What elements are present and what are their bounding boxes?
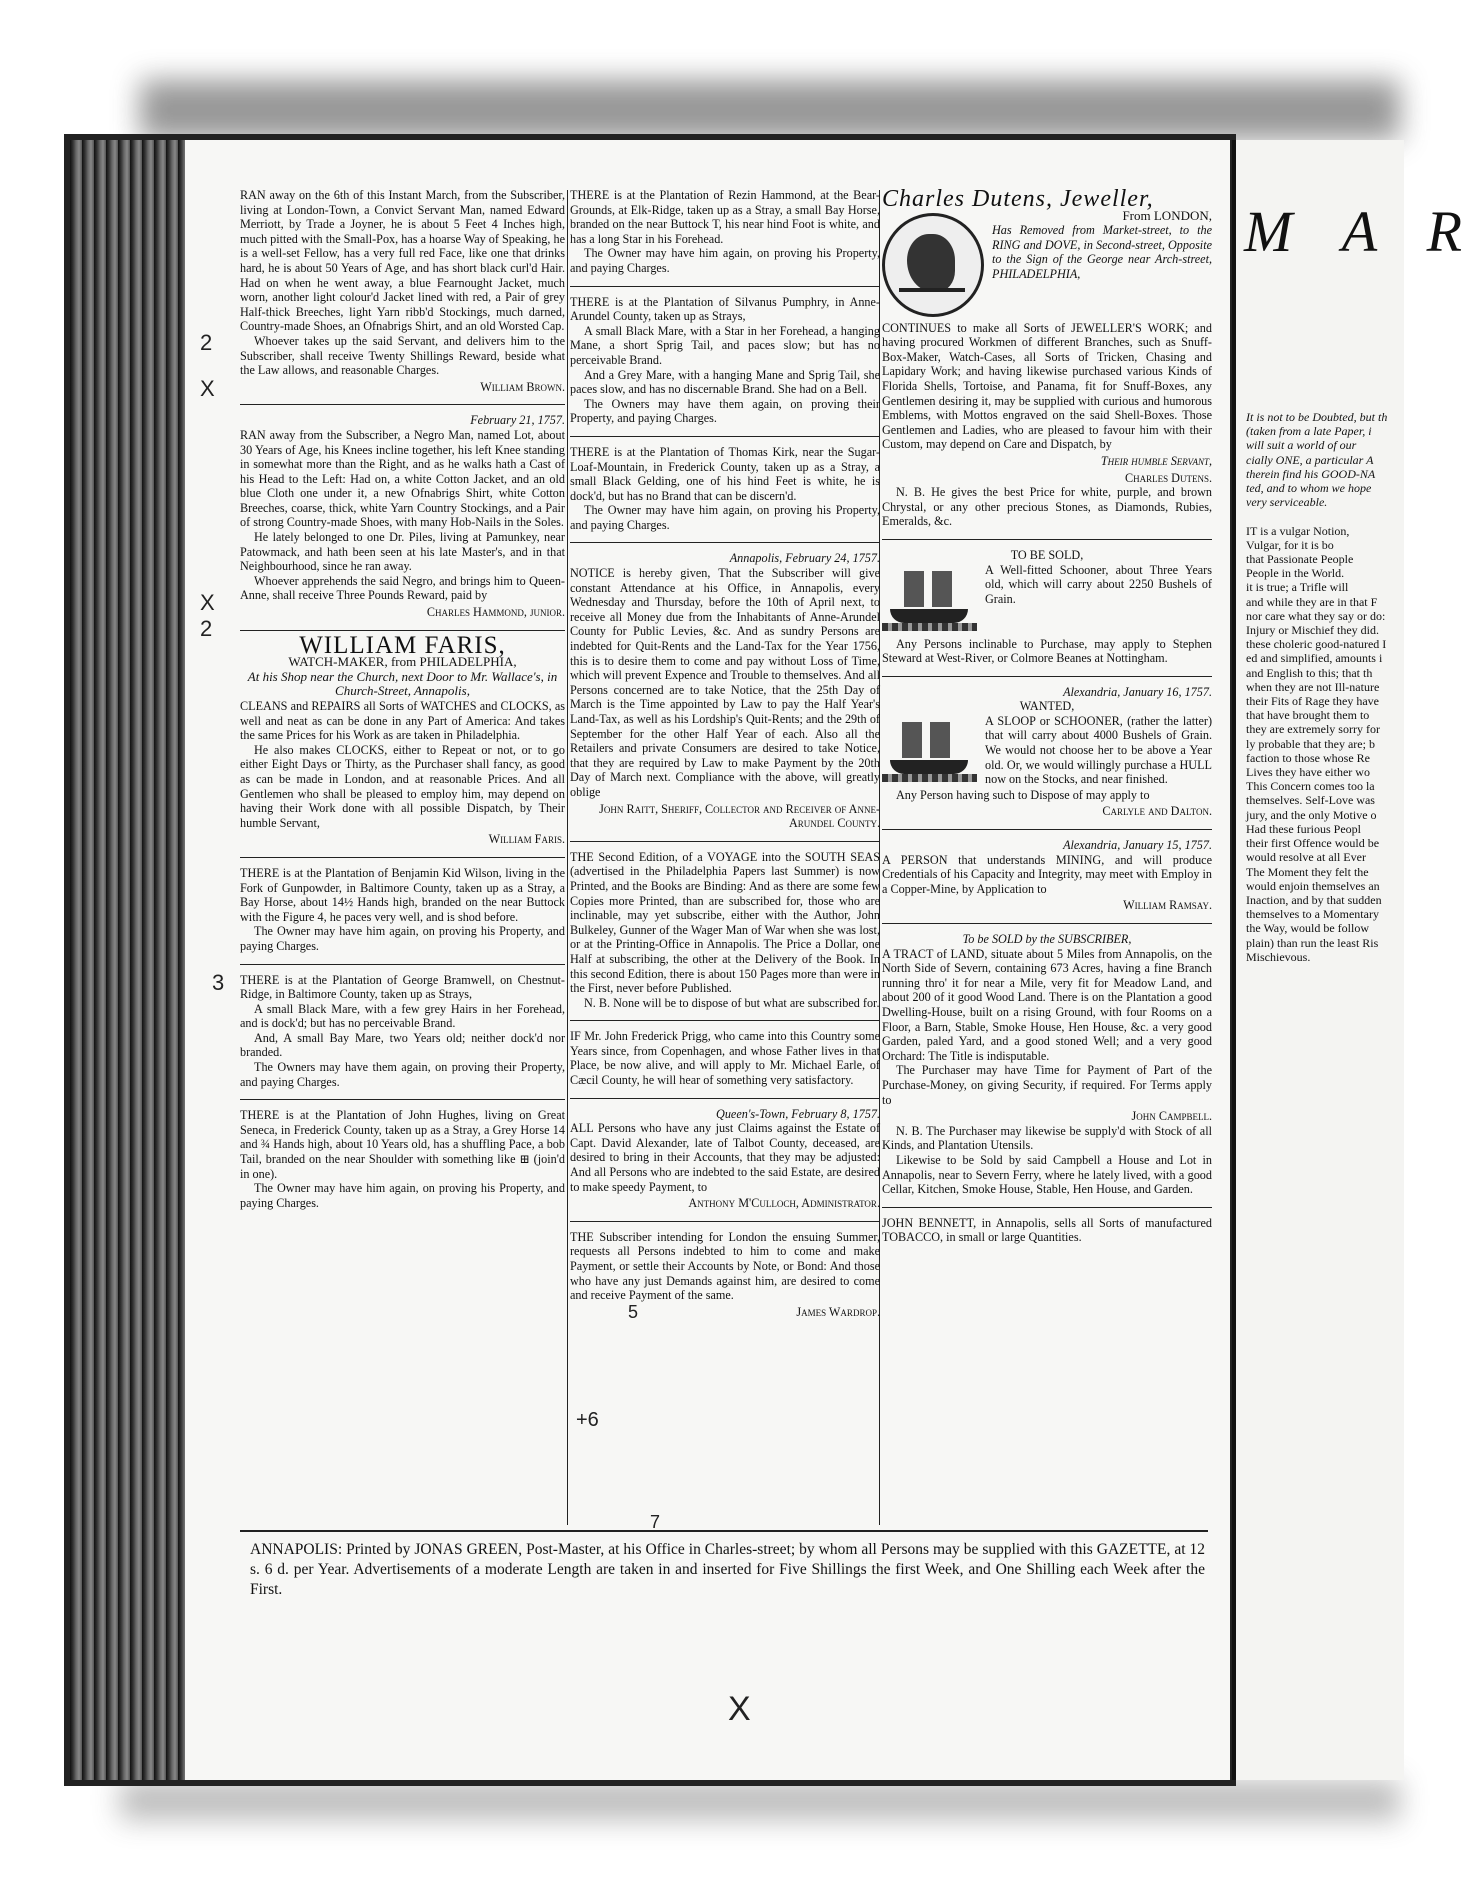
ad-text: The Owners may have them again, on proving their Property, and paying Charges. xyxy=(570,396,880,426)
facing-page-line: Injury or Mischief they did. xyxy=(1246,623,1379,638)
ad-signature: Charles Hammond, junior. xyxy=(426,605,565,620)
ad-stray-hammond xyxy=(570,188,880,276)
separator xyxy=(240,404,565,405)
ad-text: THERE is at the Plantation of George Bramwell, on Chestnut-Ridge, in Baltimore County, taken up as Strays, xyxy=(240,972,565,1002)
ad-stray-bramwell xyxy=(240,973,565,1090)
ad-text: Likewise to be Sold by said Campbell a House and Lot in Annapolis, near to Severn Ferry, where he lately lived, with a good Cellar, Kitchen, Smoke House, Stable, Hen House, and Garden. xyxy=(882,1152,1212,1197)
ad-signature: Anthony M'Culloch, Administrator. xyxy=(688,1196,880,1211)
handwritten-mark: 7 xyxy=(650,1512,661,1532)
ad-signature: Charles Dutens. xyxy=(1124,470,1212,485)
separator xyxy=(570,1098,880,1099)
ad-subtitle: From LONDON, xyxy=(1122,207,1212,223)
ad-text: The Purchaser may have Time for Payment of Part of the Purchase-Money, on giving Security, if required. For Terms apply to xyxy=(882,1063,1212,1107)
ad-signature: John Campbell. xyxy=(1131,1109,1212,1124)
ad-alexander-estate xyxy=(570,1107,880,1211)
scan-shadow-top xyxy=(140,80,1400,140)
handwritten-mark: 2 xyxy=(200,330,213,355)
facing-page-line: would resolve at all Ever xyxy=(1246,850,1366,865)
ad-text: THERE is at the Plantation of John Hughes, living on Great Seneca, in Frederick County, taken up as a Stray, a Grey Horse 14 and ¾ Hands high, about 10 Years old, has a shuffling Pace, a bob Tail, branded on the near Shoulder with something like ⊞ (join'd in one). xyxy=(240,1108,565,1181)
handwritten-mark: X xyxy=(728,1690,751,1728)
ad-title: WANTED, xyxy=(1019,699,1075,714)
ad-text: He lately belonged to one Dr. Piles, living at Pamunkey, near Patowmack, and hath been seen at his late Master's, and in that Neighbourhood, since he ran away. xyxy=(240,530,565,574)
ad-prigg xyxy=(570,1029,880,1087)
facing-page-line: that have brought them to xyxy=(1246,708,1370,723)
facing-page-line: plain) than run the least Ris xyxy=(1246,935,1379,950)
facing-page-line: faction to those whose Re xyxy=(1246,750,1370,765)
separator xyxy=(570,1020,880,1021)
ad-title: TO BE SOLD, xyxy=(1010,547,1084,562)
ring-and-dove-emblem-icon xyxy=(882,213,984,317)
ad-text: THERE is at the Plantation of Thomas Kirk, near the Sugar-Loaf-Mountain, in Frederick County, taken up as a Stray, a small Black Gelding, one of his hind Feet is white, he is dock'd, but has no Brand that can be discern'd. xyxy=(570,444,880,503)
facing-page-line: that Passionate People xyxy=(1246,552,1354,567)
ad-text: The Owner may have him again, on proving his Property, and paying Charges. xyxy=(240,924,565,953)
facing-page-line: it is true; a Trifle will xyxy=(1246,580,1349,595)
facing-page-line: themselves to a Momentary xyxy=(1246,907,1379,922)
ad-title: Charles Dutens, Jeweller, xyxy=(882,186,1154,212)
ad-tract-of-land xyxy=(882,932,1212,1197)
ad-title: To be SOLD by the SUBSCRIBER, xyxy=(962,932,1132,947)
ad-text: N. B. He gives the best Price for white, purple, and brown Chrystal, or any other precious Stones, as Diamonds, Rubies, Emeralds, &c. xyxy=(882,485,1212,529)
facing-page-line: nor care what they say or do: xyxy=(1246,608,1386,623)
handwritten-mark: +6 xyxy=(576,1409,599,1431)
facing-page-line: would enjoin themselves an xyxy=(1246,878,1380,893)
ad-text: JOHN BENNETT, in Annapolis, sells all Sorts of manufactured TOBACCO, in small or large Quantities. xyxy=(882,1215,1212,1245)
ship-woodcut-icon xyxy=(882,565,977,635)
separator xyxy=(882,1207,1212,1208)
facing-page-line: they are extremely sorry for xyxy=(1246,722,1380,737)
ad-text: The Owners may have them again, on proving their Property, and paying Charges. xyxy=(240,1060,565,1089)
ad-text: THERE is at the Plantation of Silvanus Pumphry, in Anne-Arundel County, taken up as Strays, xyxy=(570,294,880,324)
ad-text: N. B. The Purchaser may likewise be supply'd with Stock of all Kinds, and Plantation Utensils. xyxy=(882,1123,1212,1153)
column-3 xyxy=(882,188,1212,1255)
ad-text: ALL Persons who have any just Claims against the Estate of Capt. David Alexander, late of Talbot County, deceased, are desired to bring in their Accounts, that they may be adjusted: And all Persons who are indebted to the said Estate, are desired to make speedy Payment, to xyxy=(570,1121,880,1194)
ad-text: A PERSON that understands MINING, and will produce Credentials of his Capacity and Integrity, may meet with Employ in a Copper-Mine, by Application to xyxy=(882,852,1212,896)
separator xyxy=(570,1221,880,1222)
separator xyxy=(882,829,1212,830)
facing-page-line: when they are not Ill-nature xyxy=(1246,679,1380,694)
binding-gutter xyxy=(70,140,185,1780)
facing-page-line: very serviceable. xyxy=(1246,495,1328,510)
ad-wardrop xyxy=(570,1230,880,1320)
ad-voyage-south-seas xyxy=(570,850,880,1011)
facing-page-line: these choleric good-natured I xyxy=(1246,637,1387,652)
ad-subtitle: At his Shop near the Church, next Door to Mr. Wallace's, in Church-Street, Annapolis, xyxy=(247,668,558,699)
ad-text: CONTINUES to make all Sorts of JEWELLER'S WORK; and having procured Workmen of different Branches, such as Snuff-Box-Maker, Watch-Cases, all Sorts of Tricken, Chasing and Lapidary Work; and having likewise purchased various Kinds of Florida Shells, Tortoise, and Panama, fit for Snuff-Boxes, any Gentlemen desiring it, may be supplied with curious and humorous Emblems, with Mottos engraved on the said Shell-Boxes. Those Gentlemen and Ladies, who are pleased to favour him with their Custom, may depend on Care and Dispatch, by xyxy=(882,320,1212,452)
ad-text: RAN away on the 6th of this Instant March, from the Subscriber, living at London-Town, a Convict Servant Man, named Edward Merriott, by Trade a Joyner, he is about 5 Feet 4 Inches high, much pitted with the Small-Pox, has a hoarse Way of Speaking, he is a well-set Fellow, has a very full red Face, like one that drinks hard, he is about 50 Years of Age, and has short black curl'd Hair. Had on when he went away, a blue Fearnought Jacket, much worn, another light colour'd Jacket lined with red, a Pair of grey Half-thick Breeches, light Yarn ribb'd Stockings, much darned, Country-made Shoes, an Ofnabrigs Shirt, and an old Worsted Cap. xyxy=(240,188,565,334)
ad-charles-dutens xyxy=(882,186,1212,529)
ad-date: Alexandria, January 15, 1757. xyxy=(1063,838,1212,853)
ad-text: THERE is at the Plantation of Rezin Hammond, at the Bear-Grounds, at Elk-Ridge, taken up as a Stray, a small Bay Horse, branded on the near Buttock T, his near hind Foot is white, and has a long Star in his Forehead. xyxy=(570,188,880,246)
facing-page-line: therein find his GOOD-NA xyxy=(1246,466,1376,481)
ad-runaway-merriott xyxy=(240,188,565,394)
facing-page-line: Lives they have either wo xyxy=(1246,765,1370,780)
facing-page-line: Vulgar, for it is bo xyxy=(1246,537,1334,552)
ad-text: THERE is at the Plantation of Benjamin Kid Wilson, living in the Fork of Gunpowder, in Baltimore County, taken up as a Stray, a Bay Horse, about 14½ Hands high, branded on the near Buttock with the Figure 4, he paces very well, and is shod before. xyxy=(240,865,565,924)
ad-signature: William Faris. xyxy=(488,832,565,847)
ad-subtitle: WATCH-MAKER, from PHILADELPHIA, xyxy=(288,654,517,670)
ad-text: A small Black Mare, with a few grey Hairs in her Forehead, and is dock'd; but has no perceivable Brand. xyxy=(240,1001,565,1031)
handwritten-mark: 5 xyxy=(628,1302,639,1322)
ad-text: A small Black Mare, with a Star in her Forehead, a hanging Mane, a short Sprig Tail, and paces slow; but has no perceivable Brand. xyxy=(570,323,880,367)
separator xyxy=(240,964,565,965)
separator xyxy=(240,630,565,631)
ad-text: A Well-fitted Schooner, about Three Years old, which will carry about 2250 Bushels of Grain. xyxy=(985,562,1212,606)
column-1 xyxy=(240,188,565,1220)
facing-page-column xyxy=(1246,410,1446,964)
facing-page-line: their Fits of Rage they have xyxy=(1246,694,1379,709)
separator xyxy=(240,1099,565,1100)
ad-text: The Owner may have him again, on proving his Property, and paying Charges. xyxy=(570,246,880,275)
column-rule-1 xyxy=(567,190,568,1525)
ad-text: N. B. None will be to dispose of but what are subscribed for. xyxy=(584,995,880,1010)
facing-page-line: Had these furious Peopl xyxy=(1246,821,1361,836)
ad-text: And, A small Bay Mare, two Years old; neither dock'd nor branded. xyxy=(240,1030,565,1060)
ad-text: A SLOOP or SCHOONER, (rather the latter) that will carry about 4000 Bushels of Grain. We would not choose her to be above a Year old. Or, we would willingly purchase a HULL now on the Stocks, and near finished. xyxy=(985,713,1212,787)
facing-page-line: This Concern comes too la xyxy=(1246,779,1375,794)
ad-text: Any Persons inclinable to Purchase, may apply to Stephen Steward at West-River, or Colmore Beanes at Nottingham. xyxy=(882,636,1212,666)
scan-shadow-bottom xyxy=(120,1780,1400,1820)
ad-text: The Owner may have him again, on proving his Property, and paying Charges. xyxy=(570,503,880,532)
handwritten-mark: X xyxy=(200,376,215,401)
ad-text: IF Mr. John Frederick Prigg, who came into this Country some Years since, from Copenhagen, and whose Father lives in that Place, be now alive, and will apply to Mr. Michael Earle, of Cæcil County, he will hear of something very satisfactory. xyxy=(570,1029,880,1088)
ad-stray-wilson xyxy=(240,866,565,954)
separator xyxy=(570,436,880,437)
ad-stray-pumphry xyxy=(570,295,880,426)
handwritten-mark: 2 xyxy=(200,616,213,641)
ad-text: Any Person having such to Dispose of may apply to xyxy=(896,787,1150,802)
separator xyxy=(882,539,1212,540)
ad-closing: Their humble Servant, xyxy=(1100,453,1212,468)
facing-page-line: Mischievous. xyxy=(1246,949,1311,964)
ad-sloop-wanted xyxy=(882,685,1212,819)
ad-text: THE Second Edition, of a VOYAGE into the SOUTH SEAS (advertised in the Philadelphia Papers last Summer) is now Printed, and the Books are Binding: And as there are some few Copies more Printed, than are subscribed for, those who are inclinable, may yet subscribe, either with the Author, John Bulkeley, Gunner of the Wager Man of War when she was lost, or at the Printing-Office in Annapolis. The Price a Dollar, one Half at subscribing, the other at the Delivery of the Book. In this second Edition, there is about 150 Pages more than were in the First, never before Published. xyxy=(570,849,880,996)
separator xyxy=(882,676,1212,677)
ad-john-bennett xyxy=(882,1216,1212,1245)
facing-page-line: jury, and the only Motive o xyxy=(1246,807,1377,822)
ad-text: He also makes CLOCKS, either to Repeat or not, or to go either Eight Days or Thirty, as the Purchaser shall fancy, as good as can be made in London, and at reasonable Prices. And all Gentlemen who shall be pleased to employ him, may depend on having their Work done with all possible Dispatch, by Their humble Servant, xyxy=(240,742,565,830)
ad-text: NOTICE is hereby given, That the Subscriber will give constant Attendance at his Office, in Annapolis, every Wednesday and Thursday, before the 10th of April next, to receive all Money due from the Inhabitants of Anne-Arundel County for Public Levies, &c. And as sundry Persons are indebted for Quit-Rents and the Land-Tax for the Year 1756, this is to desire them to come and pay without Loss of Time, which will prevent Expence and Trouble to themselves. And all Persons concerned are to take Notice, that the 25th Day of March is the Time appointed by Law to pay the Half Year's Land-Tax, as well as his Lordship's Quit-Rents; and the 29th of September for the other Half Year of each. Also all the Retailers and private Consumers are desired to take Notice, that they are required by Law to make Payment by the 20th Day of March next. Compliance with the above, will greatly oblige xyxy=(570,566,880,799)
ad-stray-hughes xyxy=(240,1108,565,1210)
ad-signature: William Ramsay. xyxy=(1123,898,1212,913)
ad-text: And a Grey Mare, with a hanging Mane and Sprig Tail, she paces slow, and has no discernable Brand. She had on a Bell. xyxy=(570,367,880,397)
facing-page xyxy=(1232,140,1480,1780)
ad-signature: William Brown. xyxy=(480,379,565,394)
facing-page-line: the Way, would be follow xyxy=(1246,921,1370,936)
facing-page-line: Inaction, and by that sudden xyxy=(1246,892,1382,907)
column-2 xyxy=(570,188,880,1329)
separator xyxy=(570,286,880,287)
facing-page-line: themselves. Self-Love was xyxy=(1246,793,1375,808)
ad-text: CLEANS and REPAIRS all Sorts of WATCHES and CLOCKS, as well and neat as can be done in any Part of America: And takes the same Prices for his Work as are taken in Philadelphia. xyxy=(240,699,565,743)
ad-schooner-for-sale xyxy=(882,548,1212,666)
facing-page-line: IT is a vulgar Notion, xyxy=(1246,523,1350,538)
ad-text: Has Removed from Market-street, to the RING and DOVE, in Second-street, Opposite to the Sign of the George near Arch-street, PHILADELPHIA, xyxy=(992,223,1212,281)
facing-page-line: The Moment they felt the xyxy=(1246,864,1369,879)
ad-date: Queen's-Town, February 8, 1757. xyxy=(716,1106,880,1121)
facing-page-line: ed and simplified, amounts i xyxy=(1246,651,1383,666)
footer-rule xyxy=(240,1530,1208,1532)
ad-stray-kirk xyxy=(570,445,880,533)
printer-imprint: ANNAPOLIS: Printed by JONAS GREEN, Post-Master, at his Office in Charles-street; by whom all Persons may be supplied with this GAZETTE, at 12 s. 6 d. per Year. Advertisements of a moderate Length are taken in and inserted for Five Shillings the first Week, and One Shilling each Week after the First. xyxy=(250,1541,1205,1598)
facing-page-line: and English to this; that th xyxy=(1246,665,1373,680)
ad-title: WILLIAM FARIS, xyxy=(299,631,506,659)
facing-page-line: ly probable that they are; b xyxy=(1246,736,1375,751)
facing-page-line: cially ONE, a particular A xyxy=(1246,452,1374,467)
handwritten-mark: X xyxy=(200,590,215,615)
ad-text: The Owner may have him again, on proving his Property, and paying Charges. xyxy=(240,1181,565,1210)
ad-signature: John Raitt, Sheriff, Collector and Receiver of Anne-Arundel County. xyxy=(599,801,880,831)
facing-page-line: their first Offence would be xyxy=(1246,836,1380,851)
ad-signature: Carlyle and Dalton. xyxy=(1102,804,1212,819)
ad-date: Annapolis, February 24, 1757. xyxy=(729,551,880,566)
facing-page-title: M A R xyxy=(1244,199,1480,264)
ad-date: February 21, 1757. xyxy=(470,413,565,428)
facing-page-line: will suit a world of our xyxy=(1246,438,1357,453)
facing-page-line: (taken from a late Paper, i xyxy=(1246,424,1372,439)
ad-runaway-lot xyxy=(240,413,565,619)
ad-text: Whoever apprehends the said Negro, and brings him to Queen-Anne, shall receive Three Pounds Reward, paid by xyxy=(240,573,565,603)
ad-text: Whoever takes up the said Servant, and delivers him to the Subscriber, shall receive Twenty Shillings Reward, beside what the Law allows, and reasonable Charges. xyxy=(240,333,565,378)
facing-page-line: It is not to be Doubted, but th xyxy=(1246,410,1388,424)
facing-page-line: and while they are in that F xyxy=(1246,594,1378,609)
ad-signature: James Wardrop. xyxy=(796,1304,880,1319)
ship-woodcut-icon xyxy=(882,716,977,786)
ad-date: Alexandria, January 16, 1757. xyxy=(1063,684,1212,699)
handwritten-mark: 3 xyxy=(212,970,225,995)
separator xyxy=(882,923,1212,924)
ad-text: A TRACT of LAND, situate about 5 Miles from Annapolis, on the North Side of Severn, containing 673 Acres, having a fine Branch running thro' it for near a Mile, very fit for Meadow Land, and about 200 of it good Wood Land. There is on the Plantation a good Dwelling-House, built on a rising Ground, with four Rooms on a Floor, a Barn, Stable, Smoke House, Hen House, &c. a very good Garden, paled Yard, and a good stoned Well; and a very good Orchard: The Title is indisputable. xyxy=(882,946,1212,1063)
ad-text: RAN away from the Subscriber, a Negro Man, named Lot, about 30 Years of Age, his Knees incline together, his left Knee standing in somewhat more than the Right, and as he walks hath a Cast of his Head to the Left: Had on, a white Cotton Jacket, and an old blue Cloth one under it, a new Ofnabrigs Shirt, white Cotton Breeches, coarse, thick, white Yarn Country Stockings, and a Pair of strong Country-made Shoes, with many Hob-Nails in the Soles. xyxy=(240,427,565,530)
ad-notice-raitt xyxy=(570,551,880,830)
facing-page-line xyxy=(1246,509,1446,523)
ad-mining xyxy=(882,838,1212,913)
facing-page-line: ted, and to whom we hope xyxy=(1246,481,1372,496)
separator xyxy=(570,542,880,543)
facing-page-line: People in the World. xyxy=(1246,566,1345,581)
separator xyxy=(570,841,880,842)
ad-text: THE Subscriber intending for London the ensuing Summer, requests all Persons indebted to him to come and make Payment, or settle their Accounts by Note, or Bond: And those who have any just Demands against him, are desired to come and receive Payment of the same. xyxy=(570,1229,880,1303)
separator xyxy=(240,857,565,858)
ad-william-faris xyxy=(240,631,565,847)
